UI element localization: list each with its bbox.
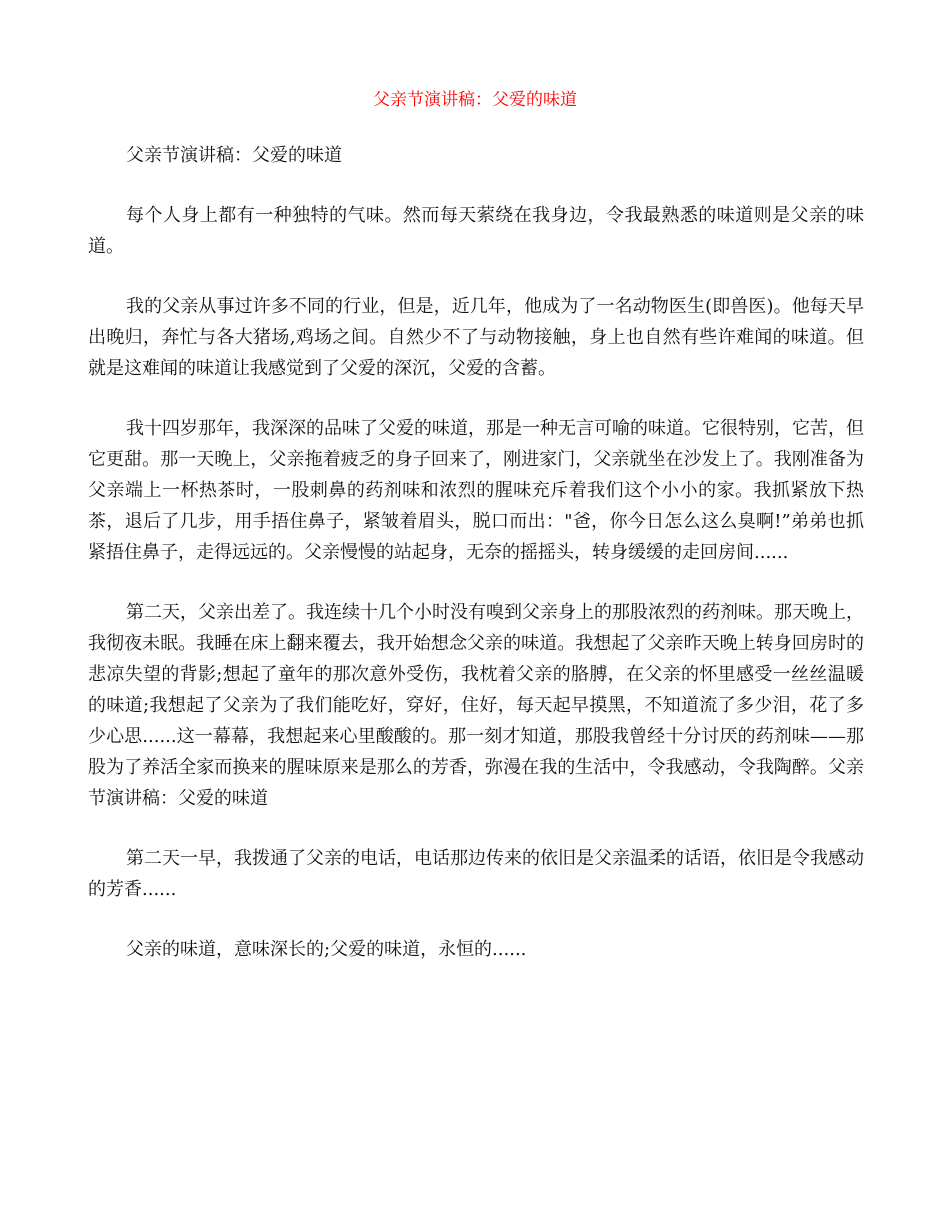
paragraph-phone-call: 第二天一早，我拨通了父亲的电话，电话那边传来的依旧是父亲温柔的话语，依旧是令我感动的芳香...... [88, 848, 864, 900]
paragraph-age-fourteen: 我十四岁那年，我深深的品味了父爱的味道，那是一种无言可喻的味道。它很特别，它苦，但它更甜。那一天晚上，父亲拖着疲乏的身子回来了，刚进家门，父亲就坐在沙发上了。我刚准备为父亲端上一杯热茶时，一股刺鼻的药剂味和浓烈的腥味充斥着我们这个小小的家。我抓紧放下热茶，退后了几步，用手捂住鼻子，紧皱着眉头，脱口而出："爸，你今日怎么这么臭啊!”弟弟也抓紧捂住鼻子，走得远远的。父亲慢慢的站起身，无奈的摇摇头，转身缓缓的走回房间...... [88, 418, 864, 563]
paragraph-intro: 每个人身上都有一种独特的气味。然而每天萦绕在我身边，令我最熟悉的味道则是父亲的味道。 [88, 205, 864, 257]
document-title: 父亲节演讲稿：父爱的味道 [373, 90, 577, 110]
paragraph-conclusion: 父亲的味道，意味深长的;父爱的味道，永恒的...... [126, 939, 527, 960]
paragraph-father-job: 我的父亲从事过许多不同的行业，但是，近几年，他成为了一名动物医生(即兽医)。他每天早出晚归，奔忙与各大猪场,鸡场之间。自然少不了与动物接触，身上也自然有些许难闻的味道。但就是这难闻的味道让我感觉到了父爱的深沉，父爱的含蓄。 [88, 296, 864, 379]
document-body [88, 140, 864, 994]
paragraph-next-day: 第二天，父亲出差了。我连续十几个小时没有嗅到父亲身上的那股浓烈的药剂味。那天晚上，我彻夜未眠。我睡在床上翻来覆去，我开始想念父亲的味道。我想起了父亲昨天晚上转身回房时的悲凉失望的背影;想起了童年的那次意外受伤，我枕着父亲的胳膊，在父亲的怀里感受一丝丝温暖的味道;我想起了父亲为了我们能吃好，穿好，住好，每天起早摸黑，不知道流了多少泪，花了多少心思......这一幕幕，我想起来心里酸酸的。那一刻才知道，那股我曾经十分讨厌的药剂味——那股为了养活全家而换来的腥味原来是那么的芳香，弥漫在我的生活中，令我感动，令我陶醉。父亲节演讲稿：父爱的味道 [88, 602, 864, 809]
paragraph-subtitle: 父亲节演讲稿：父爱的味道 [126, 145, 342, 166]
